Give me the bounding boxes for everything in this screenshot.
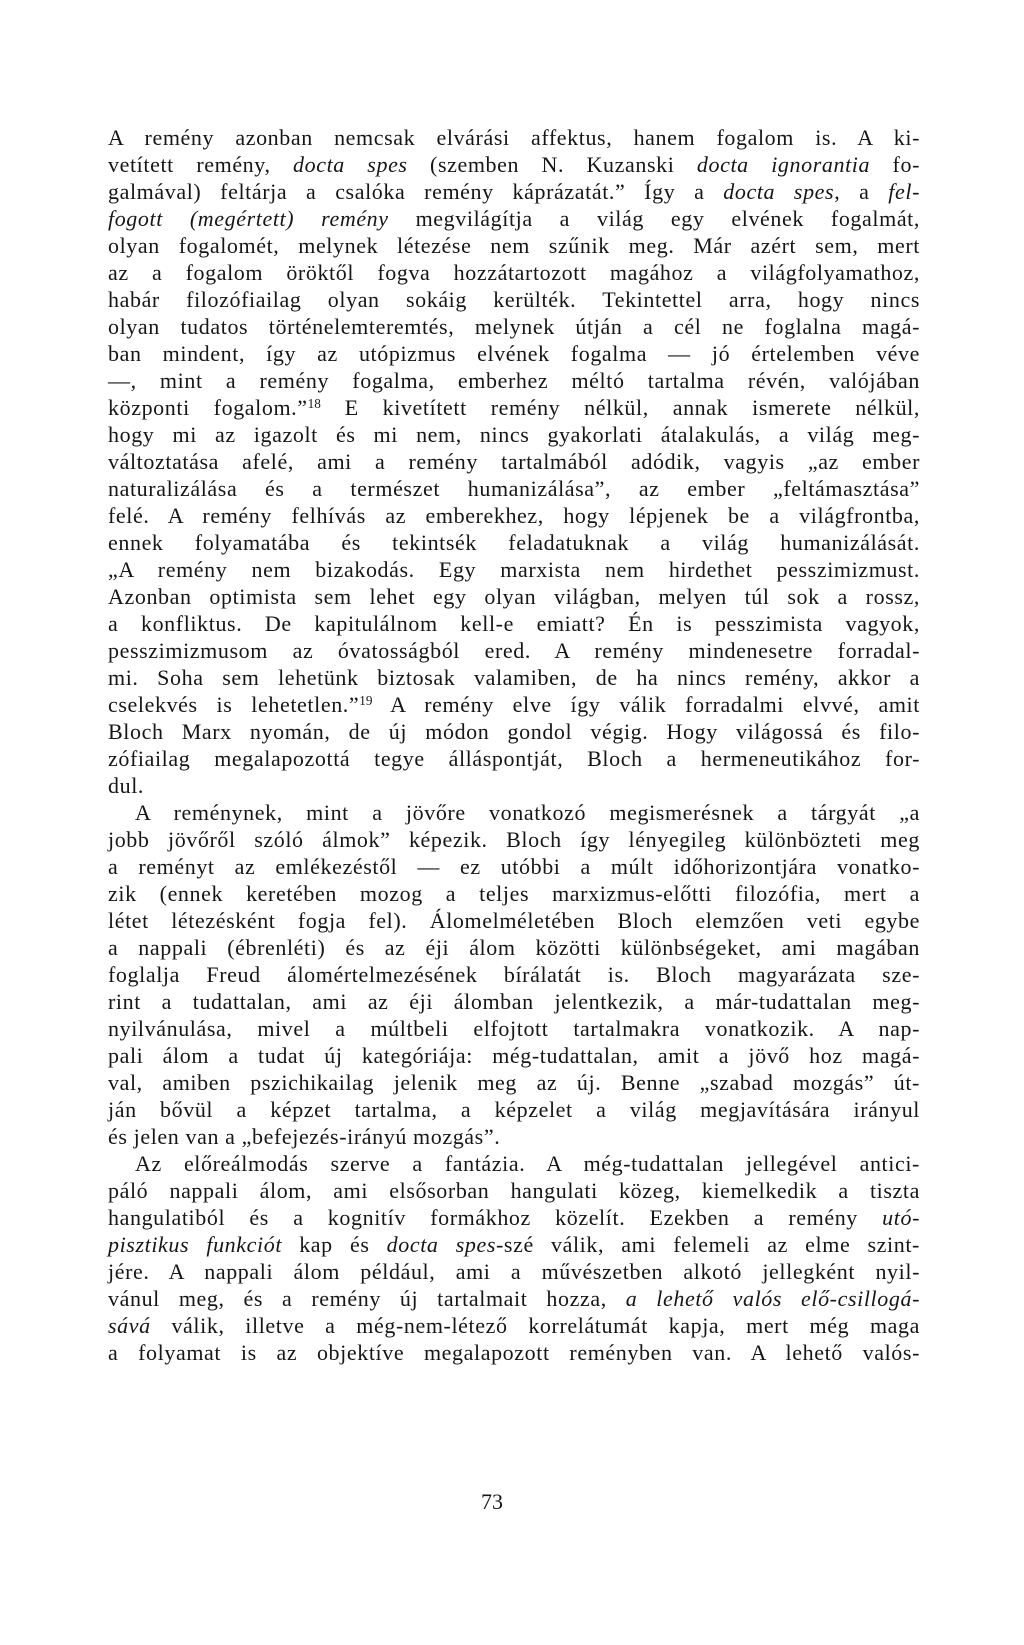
text-run: hangulatiból és a kognitív formákhoz közelít. Ezekben a remény [108,1205,883,1230]
text-run: Bloch Marx nyomán, de új módon gondol végig. Hogy világossá és filo- [108,719,920,744]
text-line [108,745,920,772]
text-line [108,340,920,367]
text-line [108,1123,920,1150]
text-run: habár filozófiailag olyan sokáig kerülték. Tekintettel arra, hogy nincs [108,287,920,312]
text-run: E kivetített remény nélkül, annak ismerete nélkül, [320,395,920,420]
text-line [108,799,920,826]
text-run: naturalizálása és a természet humanizálása”, az ember „feltámasztása” [108,476,920,501]
page-number: 73 [481,1489,503,1514]
text-line [108,502,920,529]
italic-text: fogott (megértett) remény [108,206,389,231]
text-run: Azonban optimista sem lehet egy olyan világban, melyen túl sok a rossz, [108,584,920,609]
italic-text: docta spes [293,152,408,177]
text-run: zik (ennek keretében mozog a teljes marxizmus-előtti filozófia, mert a [108,881,920,906]
footnote-reference: 19 [359,692,373,708]
text-run: és jelen van a „befejezés-irányú mozgás”. [108,1124,501,1149]
text-run: megvilágítja a világ egy elvének fogalmát, [388,206,920,231]
text-run: olyan fogalomét, melynek létezése nem szűnik meg. Már azért sem, mert [108,233,920,258]
text-run: nyilvánulása, mivel a múltbeli elfojtott tartalmakra vonatkozik. A nap- [108,1016,920,1041]
text-run: ján bővül a képzet tartalma, a képzelet a világ megjavítására irányul [108,1097,920,1122]
text-run: „A remény nem bizakodás. Egy marxista nem hirdethet pesszimizmust. [108,557,920,582]
text-run: jobb jövőről szóló álmok” képezik. Bloch így lényegileg különbözteti meg [108,827,920,852]
text-run: pesszimizmusom az óvatosságból ered. A remény mindenesetre forradal- [108,638,920,663]
text-run: zófiailag megalapozottá tegye álláspontját, Bloch a hermeneutikához for- [108,746,920,771]
paragraph [108,124,920,799]
text-run: olyan tudatos történelemteremtés, melynek útján a cél ne foglalna magá- [108,314,920,339]
text-run: cselekvés is lehetetlen.” [108,692,360,717]
text-line [108,826,920,853]
text-run: val, amiben pszichikailag jelenik meg az új. Benne „szabad mozgás” út- [108,1070,920,1095]
text-line [108,610,920,637]
text-line [108,421,920,448]
text-run: ennek folyamatába és tekintsék feladatuknak a világ humanizálását. [108,530,920,555]
text-line [108,1231,920,1258]
text-line [108,1042,920,1069]
text-run: A reménynek, mint a jövőre vonatkozó megismerésnek a tárgyát „a [135,800,920,825]
text-run: a reményt az emlékezéstől — ez utóbbi a múlt időhorizontjára vonatko- [108,854,920,879]
text-run: , a [834,179,889,204]
italic-text: pisztikus funkciót [108,1232,283,1257]
italic-text: fel- [888,179,920,204]
text-run: mi. Soha sem lehetünk biztosak valamiben, de ha nincs remény, akkor a [108,665,920,690]
text-run: az a fogalom öröktől fogva hozzátartozott magához a világfolyamathoz, [108,260,920,285]
page-body [108,124,920,1366]
text-line [108,691,920,718]
text-line [108,1258,920,1285]
text-run: Az előreálmodás szerve a fantázia. A még-tudattalan jellegével antici- [135,1151,920,1176]
text-run: ban mindent, így az utópizmus elvének fogalma — jó értelemben véve [108,341,920,366]
text-line [108,583,920,610]
text-line [108,718,920,745]
text-run: a folyamat is az objektíve megalapozott reményben van. A lehető valós- [108,1340,920,1365]
italic-text: docta spes [723,179,835,204]
footnote-reference: 18 [307,395,321,411]
text-line [108,1312,920,1339]
paragraph [108,1150,920,1366]
text-line [108,1015,920,1042]
italic-text: utó- [882,1205,920,1230]
text-run: A remény azonban nemcsak elvárási affektus, hanem fogalom is. A ki- [108,125,920,150]
text-line [108,124,920,151]
text-run: a konfliktus. De kapitulálnom kell-e emiatt? Én is pesszimista vagyok, [108,611,920,636]
text-run: A remény elve így válik forradalmi elvvé, amit [372,692,920,717]
italic-text: sává [108,1313,151,1338]
text-line [108,448,920,475]
italic-text: docta spes [386,1232,496,1257]
text-run: fo- [870,152,920,177]
text-run: hogy mi az igazolt és mi nem, nincs gyakorlati átalakulás, a világ meg- [108,422,920,447]
text-run: központi fogalom.” [108,395,308,420]
text-line [108,1177,920,1204]
text-run: rint a tudattalan, ami az éji álomban jelentkezik, a már-tudattalan meg- [108,989,920,1014]
text-line [108,1339,920,1366]
text-line [108,367,920,394]
italic-text: a lehető valós elő-csillogá- [625,1286,920,1311]
text-line [108,988,920,1015]
text-run: -szé válik, ami felemeli az elme szint- [496,1232,920,1257]
text-line [108,529,920,556]
text-line [108,1285,920,1312]
text-line [108,664,920,691]
text-run: változtatása afelé, ami a remény tartalmából adódik, vagyis „az ember [108,449,920,474]
text-line [108,286,920,313]
text-line [108,394,920,421]
text-run: galmával) feltárja a csalóka remény káprázatát.” Így a [108,179,724,204]
text-run: kap és [282,1232,387,1257]
text-line [108,1150,920,1177]
text-run: felé. A remény felhívás az emberekhez, hogy lépjenek be a világfrontba, [108,503,920,528]
text-run: jére. A nappali álom például, ami a művészetben alkotó jellegként nyil- [108,1259,920,1284]
text-run: dul. [108,773,145,798]
italic-text: docta ignorantia [696,152,871,177]
text-line [108,637,920,664]
text-line [108,313,920,340]
text-run: pali álom a tudat új kategóriája: még-tudattalan, amit a jövő hoz magá- [108,1043,920,1068]
text-line [108,1204,920,1231]
text-run: páló nappali álom, ami elsősorban hangulati közeg, kiemelkedik a tiszta [108,1178,920,1203]
text-run: létet létezésként fogja fel). Álomelméletében Bloch elemzően veti egybe [108,908,920,933]
text-line [108,151,920,178]
text-line [108,475,920,502]
text-line [108,934,920,961]
text-line [108,1096,920,1123]
text-line [108,961,920,988]
paragraph [108,799,920,1150]
text-line [108,772,920,799]
text-line [108,232,920,259]
text-run: válik, illetve a még-nem-létező korrelátumát kapja, mert még maga [150,1313,920,1338]
text-run: foglalja Freud álomértelmezésének bírálatát is. Bloch magyarázata sze- [108,962,920,987]
text-run: —, mint a remény fogalma, emberhez méltó tartalma révén, valójában [108,368,920,393]
text-run: vetített remény, [108,152,293,177]
text-line [108,1069,920,1096]
text-line [108,178,920,205]
text-line [108,556,920,583]
text-run: (szemben N. Kuzanski [407,152,697,177]
text-line [108,907,920,934]
text-line [108,259,920,286]
text-run: vánul meg, és a remény új tartalmait hozza, [108,1286,626,1311]
text-line [108,205,920,232]
text-run: a nappali (ébrenléti) és az éji álom közötti különbségeket, ami magában [108,935,920,960]
text-line [108,853,920,880]
text-line [108,880,920,907]
